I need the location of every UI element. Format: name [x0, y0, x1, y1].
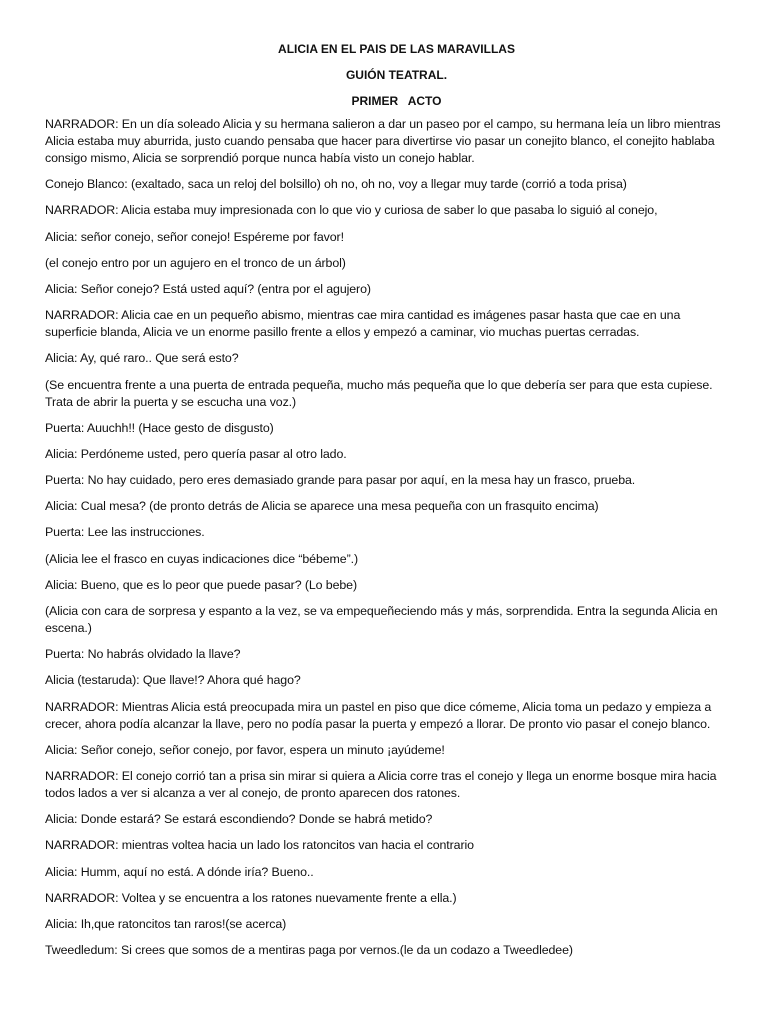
- paragraph: Alicia: Bueno, que es lo peor que puede pasar? (Lo bebe): [45, 577, 357, 592]
- paragraph: Puerta: No hay cuidado, pero eres demasiado grande para pasar por aquí, en la mesa hay un frasco, prueba.: [45, 473, 636, 488]
- paragraph: Puerta: Auuchh!! (Hace gesto de disgusto): [45, 420, 274, 435]
- paragraph: Alicia: Humm, aquí no está. A dónde iría? Bueno..: [45, 864, 314, 879]
- act-heading: PRIMER ACTO: [351, 94, 442, 108]
- document-title: ALICIA EN EL PAIS DE LAS MARAVILLAS: [278, 42, 515, 56]
- paragraph: Conejo Blanco: (exaltado, saca un reloj del bolsillo) oh no, oh no, voy a llegar muy tarde (corrió a toda prisa): [45, 177, 627, 192]
- paragraph: NARRADOR: Mientras Alicia está preocupada mira un pastel en piso que dice cómeme, Alicia toma un pedazo y empieza a crecer, ahora podía alcanzar la llave, pero no podía pasar la puerta y empezó a llorar. De pronto vio pasar el conejo blanco.: [45, 699, 712, 731]
- paragraph: NARRADOR: mientras voltea hacia un lado los ratoncitos van hacia el contrario: [45, 838, 474, 853]
- paragraph: NARRADOR: Voltea y se encuentra a los ratones nuevamente frente a ella.): [45, 890, 457, 905]
- document-subtitle: GUIÓN TEATRAL.: [345, 68, 448, 82]
- paragraph: NARRADOR: Alicia cae en un pequeño abismo, mientras cae mira cantidad es imágenes pasar hasta que cae en una superficie blanda, Alicia ve un enorme pasillo frente a ellos y empezó a caminar, vio muchas puertas cerradas.: [45, 308, 681, 340]
- paragraph: Alicia: Ay, qué raro.. Que será esto?: [45, 351, 239, 366]
- paragraph: Alicia: Ih,que ratoncitos tan raros!(se acerca): [45, 916, 287, 931]
- paragraph: (el conejo entro por un agujero en el tronco de un árbol): [45, 255, 346, 270]
- paragraph: NARRADOR: En un día soleado Alicia y su hermana salieron a dar un paseo por el campo, su hermana leía un libro mientras Alicia estaba muy aburrida, justo cuando pensaba que hacer para divertirse vio pasar un conejito blanco, el conejito hablaba consigo mismo, Alicia se sorprendió porque nunca había visto un conejo hablar.: [45, 117, 721, 165]
- paragraph: (Alicia lee el frasco en cuyas indicaciones dice “bébeme”.): [45, 551, 358, 566]
- paragraph: Puerta: No habrás olvidado la llave?: [45, 647, 241, 662]
- paragraph: Alicia: Donde estará? Se estará escondiendo? Donde se habrá metido?: [45, 812, 433, 827]
- paragraph: Puerta: Lee las instrucciones.: [45, 525, 205, 540]
- paragraph: Tweedledum: Si crees que somos de a mentiras paga por vernos.(le da un codazo a Tweedledee): [45, 943, 573, 958]
- paragraph: (Alicia con cara de sorpresa y espanto a la vez, se va empequeñeciendo más y más, sorprendida. Entra la segunda Alicia en escena.): [45, 604, 718, 635]
- paragraph: Alicia: señor conejo, señor conejo! Espéreme por favor!: [45, 229, 344, 244]
- paragraph: Alicia (testaruda): Que llave!? Ahora qué hago?: [45, 673, 301, 688]
- paragraph: NARRADOR: Alicia estaba muy impresionada con lo que vio y curiosa de saber lo que pasaba lo siguió al conejo,: [45, 203, 658, 218]
- paragraph: Alicia: Señor conejo? Está usted aquí? (entra por el agujero): [45, 281, 371, 296]
- paragraph: Alicia: Señor conejo, señor conejo, por favor, espera un minuto ¡ayúdeme!: [45, 742, 445, 757]
- paragraph: (Se encuentra frente a una puerta de entrada pequeña, mucho más pequeña que lo que debería ser para que esta cupiese. Trata de abrir la puerta y se escucha una voz.): [45, 377, 713, 409]
- paragraph: Alicia: Perdóneme usted, pero quería pasar al otro lado.: [45, 446, 347, 461]
- paragraph: Alicia: Cual mesa? (de pronto detrás de Alicia se aparece una mesa pequeña con un frasquito encima): [45, 499, 599, 514]
- paragraph: NARRADOR: El conejo corrió tan a prisa sin mirar si quiera a Alicia corre tras el conejo y llega un enorme bosque mira hacia todos lados a ver si alcanza a ver al conejo, de pronto aparecen dos ratones.: [45, 768, 717, 800]
